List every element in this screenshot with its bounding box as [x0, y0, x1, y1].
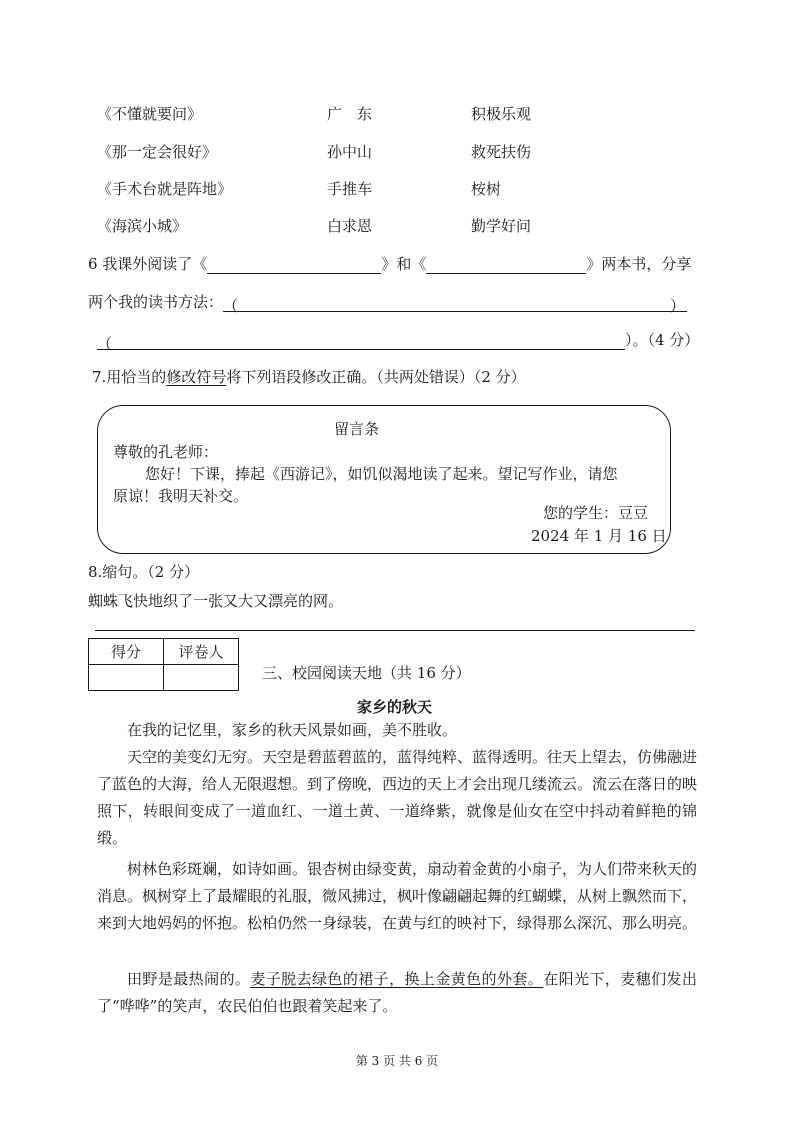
score-table	[88, 638, 239, 691]
score-cell[interactable]	[89, 665, 164, 691]
match-item: 广 东	[327, 105, 373, 123]
grader-cell[interactable]	[164, 665, 239, 691]
note-body-line1: 您好！下课，捧起《西游记》，如饥似渴地读了起来。望记写作业，请您	[145, 465, 618, 483]
book-title: 《手术台就是阵地》	[97, 180, 233, 198]
match-trait: 积极乐观	[471, 105, 532, 123]
match-trait: 救死扶伤	[471, 143, 532, 161]
note-title: 留言条	[334, 420, 380, 438]
section-heading: 三、校园阅读天地（共 16 分）	[262, 664, 471, 682]
note-signature: 您的学生：豆豆	[543, 504, 649, 522]
passage-paragraph: 在我的记忆里，家乡的秋天风景如画，美不胜收。	[127, 721, 458, 739]
book1-blank[interactable]	[207, 257, 381, 274]
passage-paragraph: 树林色彩斑斓，如诗如画。银杏树由绿变黄，扇动着金黄的小扇子，为人们带来秋天的消息。枫树穿上了最耀眼的礼服，微风拂过，枫叶像翩翩起舞的红蝴蝶，从树上飘然而下，来到大地妈妈的怀抱。松柏仍然一身绿装，在黄与红的映衬下，绿得那么深沉、那么明亮。	[97, 860, 698, 932]
underlined-sentence: 麦子脱去绿色的裙子，换上金黄色的外套。	[250, 970, 544, 988]
book-title: 《不懂就要问》	[97, 105, 203, 123]
q6-line2: 两个我的读书方法：（ ）	[88, 293, 686, 315]
q8-answer-line[interactable]	[95, 630, 695, 631]
matching-row	[0, 141, 794, 163]
q8-sentence: 蜘蛛飞快地织了一张又大又漂亮的网。	[88, 592, 344, 610]
matching-row	[0, 103, 794, 125]
book2-blank[interactable]	[426, 257, 586, 274]
q6-line1: 6 我课外阅读了《 》和《 》两本书，分享	[88, 255, 692, 273]
q8-label: 8.缩句。（2 分）	[88, 563, 200, 581]
page-footer: 第 3 页 共 6 页	[355, 1054, 439, 1068]
q7-prompt: 7.用恰当的修改符号将下列语段修改正确。（共两处错误）（2 分）	[92, 368, 526, 386]
match-item: 孙中山	[327, 143, 373, 161]
note-date: 2024 年 1 月 16 日	[531, 527, 667, 545]
matching-row	[0, 178, 794, 200]
book-title: 《海滨小城》	[97, 217, 188, 235]
passage-paragraph: 田野是最热闹的。麦子脱去绿色的裙子，换上金黄色的外套。在阳光下，麦穗们发出了“哗哗”的笑声，农民伯伯也跟着笑起来了。	[97, 970, 697, 1015]
grader-header: 评卷人	[164, 639, 239, 665]
note-body-line2: 原谅！我明天补交。	[113, 487, 249, 505]
method2-blank[interactable]: （	[97, 333, 625, 350]
match-trait: 勤学好问	[471, 217, 532, 235]
matching-row	[0, 215, 794, 237]
match-trait: 桉树	[471, 180, 502, 198]
q6-line3: （ ）。（4 分）	[97, 331, 700, 353]
note-greeting: 尊敬的孔老师：	[113, 443, 219, 461]
book-title: 《那一定会很好》	[97, 143, 218, 161]
passage-paragraph: 天空的美变幻无穷。天空是碧蓝碧蓝的，蓝得纯粹、蓝得透明。往天上望去，仿佛融进了蓝色的大海，给人无限遐想。到了傍晚，西边的天上才会出现几缕流云。流云在落日的映照下，转眼间变成了一道血红、一道土黄、一道绛紫，就像是仙女在空中抖动着鲜艳的锦缎。	[97, 748, 698, 847]
match-item: 手推车	[327, 180, 373, 198]
score-header: 得分	[89, 639, 164, 665]
message-note-box	[97, 405, 671, 554]
q7-underlined-term: 修改符号	[166, 368, 227, 386]
method1-blank[interactable]: （ ）	[223, 297, 686, 315]
passage-title: 家乡的秋天	[357, 698, 433, 716]
match-item: 白求恩	[327, 217, 373, 235]
